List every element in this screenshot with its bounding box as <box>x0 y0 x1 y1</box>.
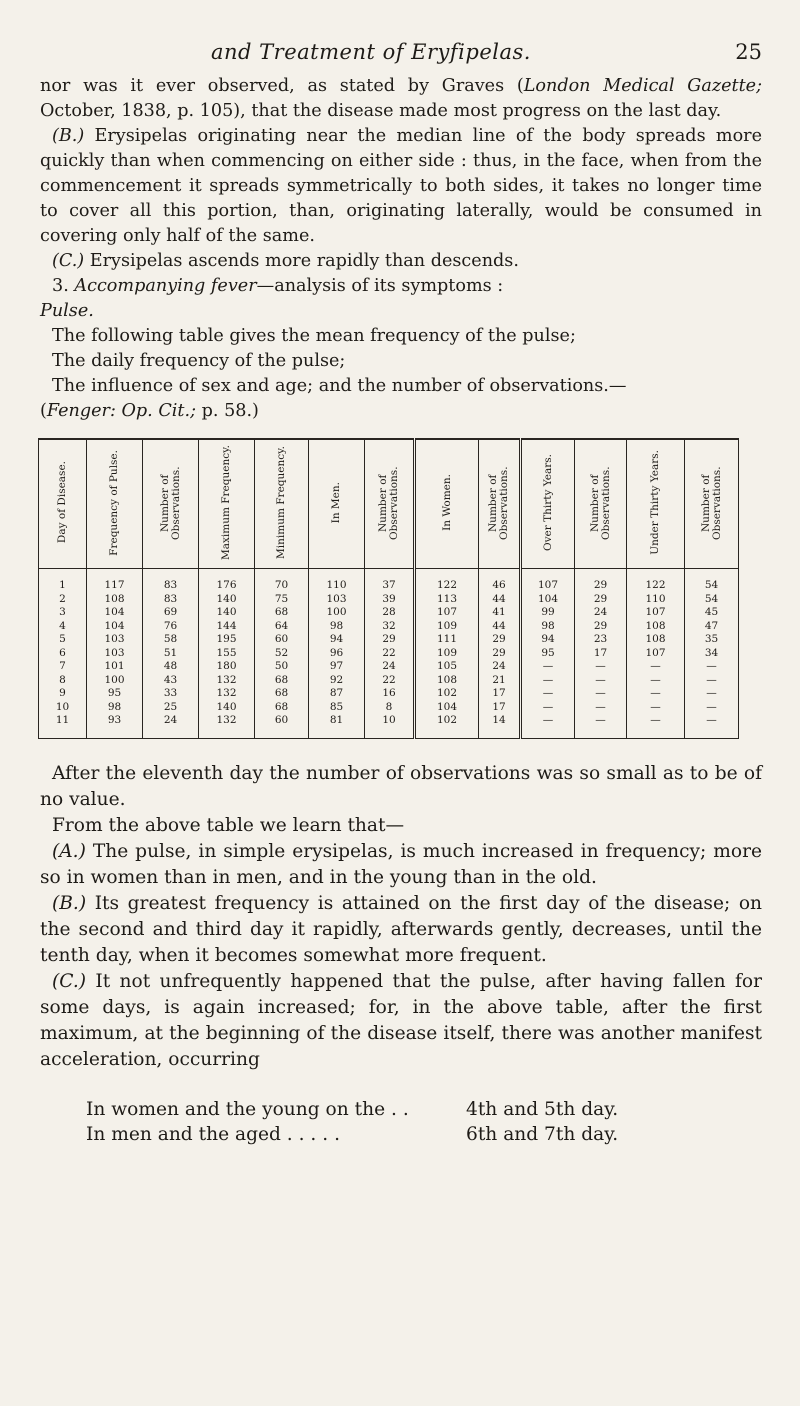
text-run: p. 58.) <box>196 401 259 421</box>
table-row <box>39 593 739 607</box>
table-cell: 140 <box>199 593 255 607</box>
table-cell: 75 <box>255 593 309 607</box>
paragraph-graves <box>40 74 762 124</box>
table-cell: 97 <box>309 660 365 674</box>
table-cell: 95 <box>87 687 143 701</box>
table-cell: 104 <box>87 620 143 634</box>
table-cell: 176 <box>199 569 255 593</box>
section-number: 3. <box>52 276 75 296</box>
text-run: Erysipelas originating near the median line of the body spreads more quickly than when commencing on either side : thus, in the face, when from the commencement it spreads symmetrically to both sides, it takes no longer time to cover all this portion, than, originating laterally, would be consumed in covering only half of the same. <box>40 126 762 246</box>
column-header-label: Number of Observations. <box>588 465 612 540</box>
page-header <box>40 0 762 70</box>
table-cell: 4 <box>39 620 87 634</box>
table-cell: 94 <box>521 633 575 647</box>
table-cell: 96 <box>309 647 365 661</box>
table-cell: 144 <box>199 620 255 634</box>
column-header-label: Frequency of Pulse. <box>108 449 120 556</box>
text-run: The pulse, in simple erysipelas, is much increased in frequency; more so in women than in men, and in the young than in the old. <box>40 840 762 888</box>
table-cell: 108 <box>415 674 479 688</box>
table-cell: 68 <box>255 687 309 701</box>
list-item <box>86 1097 762 1122</box>
paragraph-label: (C.) <box>52 251 85 271</box>
column-header <box>255 439 309 569</box>
table-cell: 48 <box>143 660 199 674</box>
table-cell: 108 <box>627 620 685 634</box>
table-cell: 111 <box>415 633 479 647</box>
column-header <box>39 439 87 569</box>
paragraph-table-desc-2: The daily frequency of the pulse; <box>52 351 346 371</box>
column-header-label: Under Thirty Years. <box>649 450 661 555</box>
paragraph-label: (C.) <box>52 970 86 992</box>
table-row <box>39 701 739 715</box>
table-cell: 10 <box>365 714 415 738</box>
subheading-pulse: Pulse. <box>40 301 94 321</box>
table-cell: 8 <box>365 701 415 715</box>
column-header <box>479 439 521 569</box>
list-item-label: In women and the young on the . . <box>86 1098 409 1120</box>
table-cell: 85 <box>309 701 365 715</box>
running-title: and Treatment of Eryfipelas. <box>211 40 531 64</box>
table-cell: 39 <box>365 593 415 607</box>
table-cell: 14 <box>479 714 521 738</box>
table-cell: 132 <box>199 687 255 701</box>
table-cell: 24 <box>143 714 199 738</box>
table-cell: — <box>685 687 739 701</box>
column-header <box>199 439 255 569</box>
table-cell: 43 <box>143 674 199 688</box>
table-cell: — <box>627 714 685 738</box>
table-cell: 109 <box>415 620 479 634</box>
table-cell: 60 <box>255 633 309 647</box>
paragraph-label: (A.) <box>52 840 86 862</box>
table-row <box>39 647 739 661</box>
paragraph-label: (B.) <box>52 126 85 146</box>
text-run: It not unfrequently happened that the pulse, after having fallen for some days, is again increased; for, in the above table, after the first maximum, at the beginning of the disease itself, there was another manifest acceleration, occurring <box>40 970 762 1070</box>
table-cell: 98 <box>521 620 575 634</box>
table-cell: 180 <box>199 660 255 674</box>
table-cell: 113 <box>415 593 479 607</box>
table-cell: 29 <box>479 647 521 661</box>
table-cell: 23 <box>575 633 627 647</box>
table-cell: — <box>521 674 575 688</box>
table-cell: 7 <box>39 660 87 674</box>
table-cell: 11 <box>39 714 87 738</box>
paragraph-conclusion-b <box>40 891 762 969</box>
table-cell: — <box>575 660 627 674</box>
table-cell: 68 <box>255 701 309 715</box>
table-cell: 100 <box>87 674 143 688</box>
table-cell: 37 <box>365 569 415 593</box>
table-cell: 155 <box>199 647 255 661</box>
table-row <box>39 714 739 738</box>
table-cell: — <box>521 714 575 738</box>
column-header-label: Number of Observations. <box>699 465 723 540</box>
table-cell: 8 <box>39 674 87 688</box>
table-cell: 110 <box>627 593 685 607</box>
table-cell: 195 <box>199 633 255 647</box>
table-cell: — <box>575 674 627 688</box>
table-cell: — <box>521 701 575 715</box>
pulse-table <box>38 438 739 739</box>
table-cell: 33 <box>143 687 199 701</box>
table-cell: 94 <box>309 633 365 647</box>
column-header <box>521 439 575 569</box>
table-cell: 70 <box>255 569 309 593</box>
table-cell: 101 <box>87 660 143 674</box>
table-row <box>39 660 739 674</box>
table-cell: 140 <box>199 701 255 715</box>
pulse-table-wrapper <box>38 438 738 739</box>
table-cell: 83 <box>143 593 199 607</box>
table-cell: 9 <box>39 687 87 701</box>
table-cell: 132 <box>199 674 255 688</box>
table-cell: 47 <box>685 620 739 634</box>
table-cell: — <box>685 714 739 738</box>
table-row <box>39 606 739 620</box>
table-row <box>39 674 739 688</box>
table-cell: 95 <box>521 647 575 661</box>
table-cell: 16 <box>365 687 415 701</box>
table-row <box>39 633 739 647</box>
column-header <box>309 439 365 569</box>
table-cell: 50 <box>255 660 309 674</box>
table-cell: 122 <box>627 569 685 593</box>
text-run: October, 1838, p. 105), that the disease made most progress on the last day. <box>40 101 722 121</box>
paragraph-source <box>40 399 762 424</box>
paragraph-conclusion-c <box>40 969 762 1073</box>
table-cell: 98 <box>309 620 365 634</box>
table-cell: 81 <box>309 714 365 738</box>
table-cell: 58 <box>143 633 199 647</box>
column-header-label: Number of Observations. <box>377 465 400 540</box>
paragraph-table-desc-1: The following table gives the mean frequency of the pulse; <box>52 326 576 346</box>
paragraph-label: (B.) <box>52 892 87 914</box>
table-cell: 21 <box>479 674 521 688</box>
table-cell: 107 <box>627 606 685 620</box>
table-cell: 44 <box>479 593 521 607</box>
table-cell: 103 <box>309 593 365 607</box>
text-run: nor was it ever observed, as stated by Graves ( <box>40 76 524 96</box>
table-cell: 107 <box>415 606 479 620</box>
table-cell: 64 <box>255 620 309 634</box>
table-cell: — <box>627 660 685 674</box>
page <box>40 0 762 1147</box>
column-header <box>87 439 143 569</box>
table-cell: 17 <box>479 687 521 701</box>
table-cell: — <box>575 714 627 738</box>
list-item-label: In men and the aged . . . . . <box>86 1123 340 1145</box>
paragraph-b <box>40 124 762 249</box>
list-item-value: 6th and 7th day. <box>466 1123 619 1145</box>
table-cell: 45 <box>685 606 739 620</box>
intro-text <box>40 74 762 424</box>
paragraph-table-desc-3: The influence of sex and age; and the number of observations.— <box>52 376 627 396</box>
column-header-label: Maximum Frequency. <box>220 444 232 561</box>
table-cell: 132 <box>199 714 255 738</box>
paragraph-we-learn: From the above table we learn that— <box>52 814 405 836</box>
table-cell: 69 <box>143 606 199 620</box>
table-cell: — <box>685 674 739 688</box>
citation: London Medical Gazette; <box>523 76 763 96</box>
table-cell: 107 <box>521 569 575 593</box>
table-cell: 29 <box>575 569 627 593</box>
table-cell: 3 <box>39 606 87 620</box>
table-cell: 99 <box>521 606 575 620</box>
table-cell: 10 <box>39 701 87 715</box>
table-cell: 107 <box>627 647 685 661</box>
table-cell: 108 <box>87 593 143 607</box>
table-cell: — <box>521 687 575 701</box>
table-cell: 29 <box>575 593 627 607</box>
table-cell: 98 <box>87 701 143 715</box>
table-cell: 117 <box>87 569 143 593</box>
table-cell: — <box>627 687 685 701</box>
column-header <box>685 439 739 569</box>
table-cell: 103 <box>87 633 143 647</box>
table-header-row <box>39 439 739 569</box>
table-cell: 28 <box>365 606 415 620</box>
conclusions <box>40 761 762 1073</box>
table-cell: 5 <box>39 633 87 647</box>
table-cell: 60 <box>255 714 309 738</box>
table-cell: 108 <box>627 633 685 647</box>
table-cell: 54 <box>685 593 739 607</box>
table-cell: 92 <box>309 674 365 688</box>
table-cell: 87 <box>309 687 365 701</box>
table-cell: 140 <box>199 606 255 620</box>
table-cell: — <box>575 687 627 701</box>
table-row <box>39 620 739 634</box>
table-cell: 46 <box>479 569 521 593</box>
table-cell: 93 <box>87 714 143 738</box>
table-cell: 104 <box>521 593 575 607</box>
column-header-label: In Women. <box>440 474 453 531</box>
column-header <box>365 439 415 569</box>
table-cell: 29 <box>365 633 415 647</box>
table-cell: 102 <box>415 687 479 701</box>
table-cell: — <box>521 660 575 674</box>
acceleration-list <box>86 1097 762 1147</box>
paragraph-c <box>40 249 762 274</box>
table-cell: 17 <box>479 701 521 715</box>
text-run: Erysipelas ascends more rapidly than descends. <box>84 251 519 271</box>
text-run: ( <box>40 401 47 421</box>
column-header-label: In Men. <box>330 481 342 524</box>
list-item <box>86 1122 762 1147</box>
table-cell: 109 <box>415 647 479 661</box>
text-run: —analysis of its symptoms : <box>256 276 504 296</box>
table-cell: 110 <box>309 569 365 593</box>
text-run: Its greatest frequency is attained on the first day of the disease; on the second and third day it rapidly, afterwards gently, decreases, until the tenth day, when it becomes somewhat more frequent. <box>40 892 762 966</box>
table-cell: — <box>685 701 739 715</box>
table-cell: 122 <box>415 569 479 593</box>
paragraph-conclusion-a <box>40 839 762 891</box>
table-cell: 17 <box>575 647 627 661</box>
table-cell: 35 <box>685 633 739 647</box>
table-cell: — <box>685 660 739 674</box>
paragraph-after-eleventh: After the eleventh day the number of observations was so small as to be of no value. <box>40 762 762 810</box>
table-cell: 22 <box>365 674 415 688</box>
table-cell: 102 <box>415 714 479 738</box>
table-cell: 22 <box>365 647 415 661</box>
table-cell: 34 <box>685 647 739 661</box>
table-row <box>39 687 739 701</box>
table-cell: 83 <box>143 569 199 593</box>
table-cell: 32 <box>365 620 415 634</box>
table-cell: 54 <box>685 569 739 593</box>
table-cell: 44 <box>479 620 521 634</box>
table-cell: 100 <box>309 606 365 620</box>
column-header <box>575 439 627 569</box>
column-header <box>627 439 685 569</box>
column-header-label: Number of Observations. <box>487 465 510 540</box>
column-header-label: Over Thirty Years. <box>541 454 554 551</box>
section-title: Accompanying fever <box>74 276 257 296</box>
table-cell: 68 <box>255 606 309 620</box>
page-number: 25 <box>735 40 762 64</box>
table-cell: 29 <box>575 620 627 634</box>
column-header-label: Number of Observations. <box>158 465 182 540</box>
table-cell: 105 <box>415 660 479 674</box>
table-cell: 24 <box>479 660 521 674</box>
table-cell: — <box>627 674 685 688</box>
table-cell: 104 <box>87 606 143 620</box>
column-header <box>143 439 199 569</box>
column-header-label: Day of Disease. <box>56 461 68 544</box>
table-cell: — <box>575 701 627 715</box>
table-cell: 76 <box>143 620 199 634</box>
table-cell: 104 <box>415 701 479 715</box>
table-body <box>39 569 739 739</box>
table-cell: 24 <box>575 606 627 620</box>
table-cell: 51 <box>143 647 199 661</box>
table-cell: 41 <box>479 606 521 620</box>
table-cell: 24 <box>365 660 415 674</box>
table-cell: 68 <box>255 674 309 688</box>
table-cell: 29 <box>479 633 521 647</box>
list-item-value: 4th and 5th day. <box>466 1098 619 1120</box>
table-cell: 2 <box>39 593 87 607</box>
column-header-label: Minimum Frequency. <box>275 446 287 559</box>
table-cell: 52 <box>255 647 309 661</box>
section-heading-fever <box>40 274 762 299</box>
column-header <box>415 439 479 569</box>
citation: Fenger: Op. Cit.; <box>46 401 197 421</box>
table-row <box>39 569 739 593</box>
table-cell: 1 <box>39 569 87 593</box>
table-cell: 103 <box>87 647 143 661</box>
table-cell: 25 <box>143 701 199 715</box>
table-cell: 6 <box>39 647 87 661</box>
table-cell: — <box>627 701 685 715</box>
